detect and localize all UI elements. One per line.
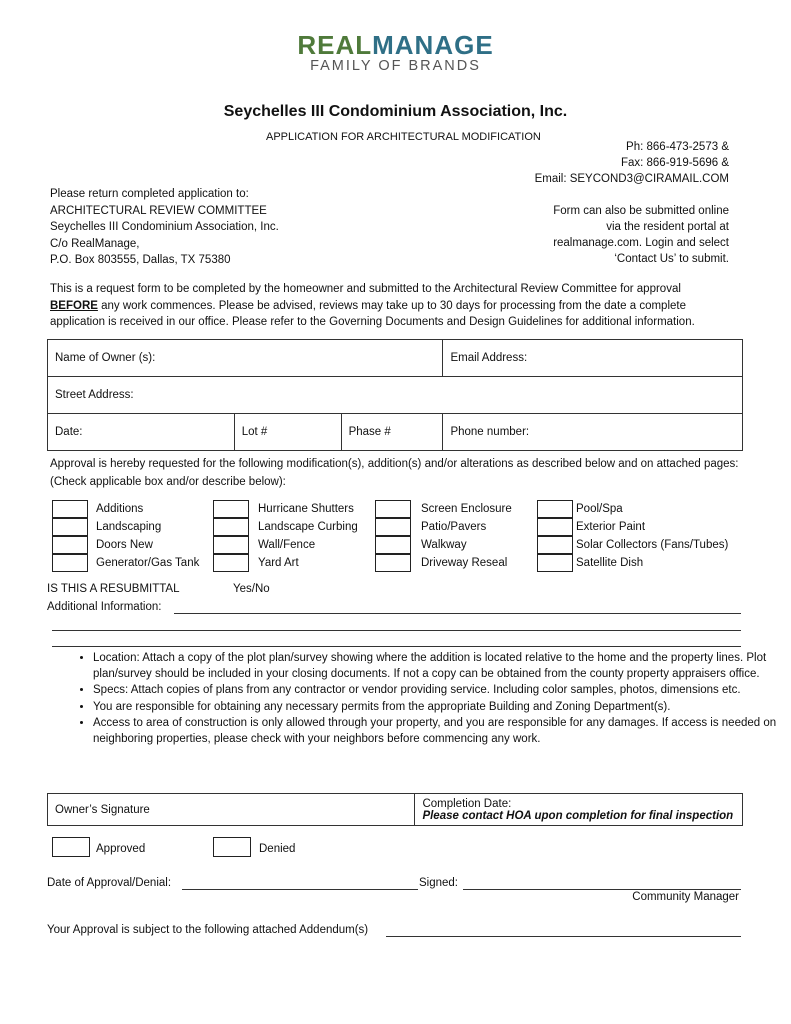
checkbox-doors-new[interactable] (52, 536, 88, 554)
owner-signature-field[interactable]: Owner’s Signature (48, 794, 415, 826)
checkbox-label: Wall/Fence (258, 539, 316, 551)
instructions-list (50, 650, 788, 747)
checkbox-screen-enclosure[interactable] (375, 500, 411, 518)
checkbox-label: Landscape Curbing (258, 521, 358, 533)
addendum-label: Your Approval is subject to the following attached Addendum(s) (47, 924, 369, 936)
intro-text: This is a request form to be completed by the homeowner and submitted to the Architectural Review Committee for approval (50, 283, 681, 295)
checkbox-patio-pavers[interactable] (375, 518, 411, 536)
contact-phone: Ph: 866-473-2573 & (626, 141, 729, 153)
instruction-item: • Access to area of construction is only allowed through your property, and you are responsible for any damages. If access is needed on neighboring properties, please check with your neighbors before commencing any work. (93, 715, 788, 747)
community-manager-label: Community Manager (632, 891, 739, 903)
checkbox-label: Exterior Paint (576, 521, 646, 533)
addendum-line[interactable] (386, 936, 741, 937)
instruction-item: • You are responsible for obtaining any necessary permits from the appropriate Building and Zoning Department(s). (93, 699, 788, 715)
contact-fax: Fax: 866-919-5696 & (620, 157, 729, 169)
address-line: P.O. Box 803555, Dallas, TX 75380 (50, 254, 231, 266)
document-title: Seychelles III Condominium Association, Inc. (223, 103, 568, 120)
denied-label: Denied (259, 843, 296, 855)
online-line: ‘Contact Us’ to submit. (614, 253, 729, 265)
address-line: C/o RealManage, (50, 237, 140, 250)
online-line: Form can also be submitted online (553, 205, 729, 217)
checkbox-yard-art[interactable] (213, 554, 249, 572)
lot-field[interactable]: Lot # (234, 414, 341, 451)
document-subtitle: APPLICATION FOR ARCHITECTURAL MODIFICATION (266, 131, 541, 143)
contact-email: Email: SEYCOND3@CIRAMAIL.COM (534, 173, 729, 185)
intro-paragraph (50, 281, 740, 331)
online-line: realmanage.com. Login and select (553, 237, 729, 249)
address-line: ARCHITECTURAL REVIEW COMMITTEE (50, 204, 267, 217)
denied-checkbox[interactable] (213, 837, 251, 857)
street-address-field[interactable]: Street Address: (48, 377, 743, 414)
checkbox-label: Solar Collectors (Fans/Tubes) (576, 539, 729, 551)
checkbox-label: Landscaping (96, 521, 162, 533)
checkbox-label: Generator/Gas Tank (96, 557, 200, 569)
online-submission-note (553, 203, 729, 267)
approval-request-text: Approval is hereby requested for the following modification(s), addition(s) and/or alterations as described below and on attached pages: (Check applicable box and/or describe below): (50, 458, 739, 488)
logo-tagline: FAMILY OF BRANDS (310, 58, 481, 74)
resubmittal-label: IS THIS A RESUBMITTAL (47, 583, 180, 595)
realmanage-logo (0, 30, 791, 61)
phase-field[interactable]: Phase # (341, 414, 443, 451)
additional-info-line[interactable] (174, 613, 741, 614)
completion-note: Please contact HOA upon completion for final inspection (422, 809, 734, 822)
approval-date-line[interactable] (182, 889, 418, 890)
checkbox-pool-spa[interactable] (537, 500, 573, 518)
logo-part-real: REAL (297, 30, 373, 60)
return-address (50, 186, 279, 269)
checkbox-label: Screen Enclosure (421, 503, 512, 515)
checkbox-additions[interactable] (52, 500, 88, 518)
checkbox-driveway-reseal[interactable] (375, 554, 411, 572)
approved-checkbox[interactable] (52, 837, 90, 857)
additional-info-line[interactable] (52, 646, 741, 647)
checkbox-label: Satellite Dish (576, 557, 644, 569)
approved-label: Approved (96, 843, 146, 855)
checkbox-label: Walkway (421, 539, 467, 551)
checkbox-label: Additions (96, 503, 144, 515)
manager-signature-line[interactable] (463, 889, 741, 890)
checkbox-walkway[interactable] (375, 536, 411, 554)
online-line: via the resident portal at (606, 221, 729, 233)
checkbox-solar-collectors[interactable] (537, 536, 573, 554)
owner-info-table (47, 339, 743, 451)
completion-date-field[interactable] (415, 794, 743, 826)
completion-date-label: Completion Date: (422, 797, 512, 810)
resubmittal-options[interactable]: Yes/No (233, 583, 270, 595)
checkbox-generator[interactable] (52, 554, 88, 572)
checkbox-exterior-paint[interactable] (537, 518, 573, 536)
address-line: Please return completed application to: (50, 188, 249, 200)
additional-info-label: Additional Information: (47, 601, 162, 613)
intro-emphasis: BEFORE (50, 299, 98, 312)
approval-date-label: Date of Approval/Denial: (47, 877, 172, 889)
instruction-item: • Location: Attach a copy of the plot plan/survey showing where the addition is located relative to the home and the property lines. Plot plan/survey should be included in your closing documents. If not a copy can be obtained from the county property appraisers office. (93, 650, 788, 682)
checkbox-satellite-dish[interactable] (537, 554, 573, 572)
checkbox-label: Patio/Pavers (421, 521, 487, 533)
checkbox-landscape-curbing[interactable] (213, 518, 249, 536)
checkbox-hurricane-shutters[interactable] (213, 500, 249, 518)
instruction-item: • Specs: Attach copies of plans from any contractor or vendor providing service. Including color samples, photos, dimensions etc. (93, 682, 788, 698)
checkbox-wall-fence[interactable] (213, 536, 249, 554)
checkbox-label: Pool/Spa (576, 503, 623, 515)
intro-text-rest: any work commences. Please be advised, reviews may take up to 30 days for processing from the date a complete application is received in our office. Please refer to the Governing Documents and Design Guidelines for additional information. (50, 299, 695, 328)
logo-part-manage: MANAGE (372, 30, 494, 60)
owner-name-field[interactable]: Name of Owner (s): (48, 340, 443, 377)
checkbox-landscaping[interactable] (52, 518, 88, 536)
checkbox-label: Yard Art (258, 557, 299, 569)
contact-info (535, 139, 729, 187)
signed-label: Signed: (419, 877, 459, 889)
additional-info-line[interactable] (52, 630, 741, 631)
address-line: Seychelles III Condominium Association, Inc. (50, 221, 279, 233)
checkbox-label: Driveway Reseal (421, 557, 508, 569)
date-field[interactable]: Date: (48, 414, 235, 451)
email-field[interactable]: Email Address: (443, 340, 743, 377)
checkbox-label: Doors New (96, 539, 153, 551)
phone-field[interactable]: Phone number: (443, 414, 743, 451)
checkbox-label: Hurricane Shutters (258, 503, 354, 515)
signature-table (47, 793, 743, 826)
